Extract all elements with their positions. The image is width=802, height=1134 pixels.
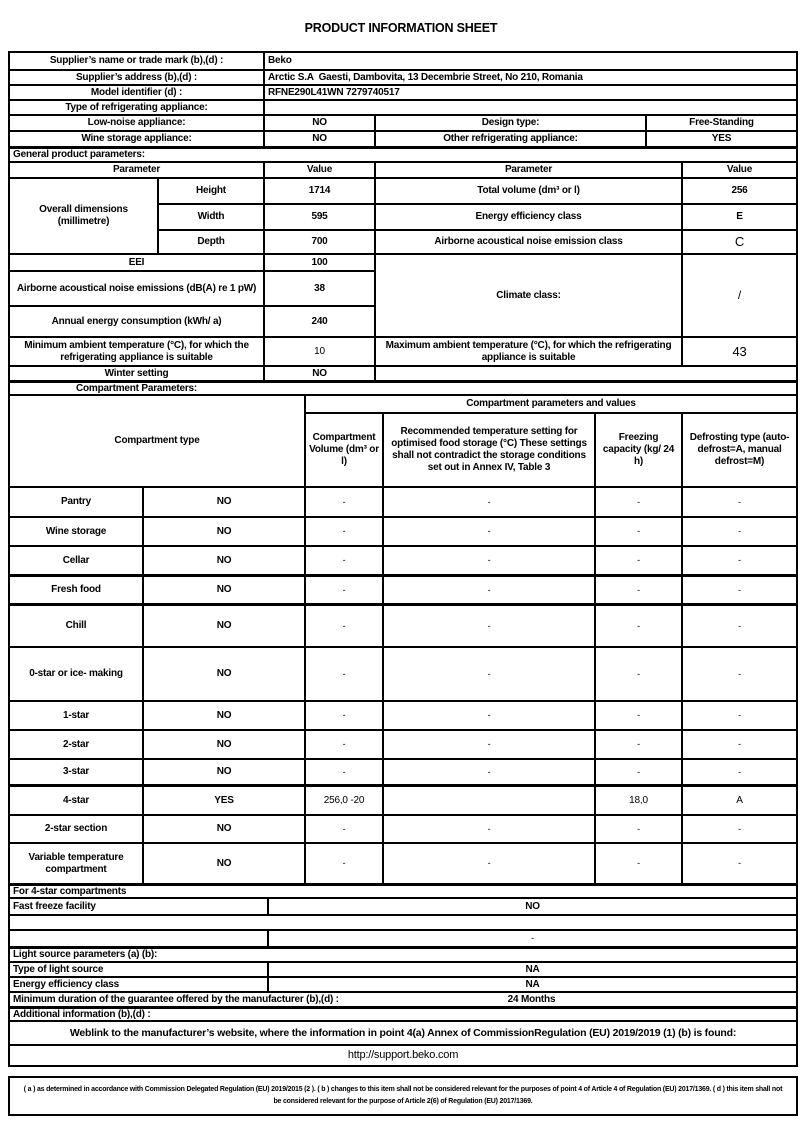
compartment-row xyxy=(10,729,796,758)
light-energy-class-label: Energy efficiency class xyxy=(13,978,120,990)
supplier-name-value: Beko xyxy=(263,53,796,69)
compartment-defrost: - xyxy=(681,648,796,700)
compartment-present: NO xyxy=(142,547,304,574)
compartment-volume: - xyxy=(304,518,382,545)
light-energy-class-value: NA xyxy=(267,978,796,991)
guarantee-value: 24 Months xyxy=(507,993,556,1005)
eei-label: EEI xyxy=(128,256,145,268)
table-row xyxy=(10,336,796,365)
empty-cell xyxy=(374,367,796,380)
compartment-type: 2-star xyxy=(62,738,90,750)
compartment-present: NO xyxy=(142,518,304,545)
fast-freeze-value: NO xyxy=(267,899,796,914)
compartment-row xyxy=(10,700,796,729)
table-header-row xyxy=(10,161,796,177)
compartment-temp: - xyxy=(382,702,594,729)
compartment-volume: - xyxy=(304,577,382,603)
table-row xyxy=(10,253,796,336)
compartment-defrost: - xyxy=(681,816,796,842)
compartment-defrost: - xyxy=(681,606,796,646)
compartment-temp xyxy=(382,787,594,814)
other-refrigerating-value: YES xyxy=(645,132,796,146)
compartment-present: NO xyxy=(142,702,304,729)
table-row xyxy=(10,69,796,84)
compartment-type: 2-star section xyxy=(44,823,108,834)
table-row xyxy=(10,976,796,991)
width-value: 595 xyxy=(263,205,374,229)
light-source-type-label: Type of light source xyxy=(13,963,104,975)
table-header-row xyxy=(304,412,796,486)
compartment-present: NO xyxy=(142,731,304,758)
compartment-group-header: Compartment parameters and values xyxy=(304,396,796,412)
compartment-volume: - xyxy=(304,816,382,842)
compartment-temp: - xyxy=(382,606,594,646)
compartment-temp: - xyxy=(382,648,594,700)
compartment-type: Pantry xyxy=(61,496,91,507)
compartment-temp: - xyxy=(382,488,594,516)
compartment-type: 3-star xyxy=(62,766,90,777)
compartment-present: YES xyxy=(142,787,304,814)
compartment-freeze: - xyxy=(594,547,681,574)
compartment-type: Cellar xyxy=(62,554,90,566)
compartment-temp: - xyxy=(382,816,594,842)
compartment-volume: - xyxy=(304,844,382,883)
compartment-type: 0-star or ice- making xyxy=(29,668,123,679)
depth-label: Depth xyxy=(157,231,263,253)
compartment-row xyxy=(10,603,796,646)
freezing-capacity-header: Freezing capacity (kg/ 24 h) xyxy=(594,414,681,486)
supplier-name-label: Supplier’s name or trade mark (b),(d) : xyxy=(49,55,224,66)
empty-row xyxy=(10,914,796,929)
table-row xyxy=(10,961,796,976)
design-type-label: Design type: xyxy=(374,116,645,130)
section-header-row xyxy=(10,380,796,394)
recommended-temp-header: Recommended temperature setting for optimised food storage (°C) These settings shall not contradict the storage conditions set out in Annex IV, Table 3 xyxy=(382,414,594,486)
volume-header: Compartment Volume (dm³ or l) xyxy=(304,414,382,486)
weblink-description: Weblink to the manufacturer’s website, where the information in point 4(a) Annex of CommissionRegulation (EU) 2019/2019 (1) (b) is found: xyxy=(69,1026,737,1039)
compartment-defrost: - xyxy=(681,760,796,784)
compartment-row xyxy=(10,842,796,883)
total-volume-label: Total volume (dm³ or l) xyxy=(374,179,681,203)
compartment-freeze: - xyxy=(594,816,681,842)
defrosting-type-header: Defrosting type (auto-defrost=A, manual defrost=M) xyxy=(681,414,796,486)
max-ambient-label: Maximum ambient temperature (°C), for which the refrigerating appliance is suitable xyxy=(374,338,681,365)
additional-info-section-title: Additional information (b),(d) : xyxy=(13,1009,151,1020)
weblink-url-row xyxy=(10,1044,796,1065)
compartment-defrost: - xyxy=(681,577,796,603)
footnote-box xyxy=(8,1076,798,1116)
compartment-defrost: - xyxy=(681,731,796,758)
appliance-type-label: Type of refrigerating appliance: xyxy=(65,101,208,113)
compartment-present: NO xyxy=(142,606,304,646)
compartment-temp: - xyxy=(382,577,594,603)
compartment-defrost: - xyxy=(681,844,796,883)
weblink-row xyxy=(10,1020,796,1044)
eei-value: 100 xyxy=(263,255,374,270)
model-identifier-label: Model identifier (d) : xyxy=(90,86,183,98)
model-identifier-value: RFNE290L41WN 7279740517 xyxy=(263,86,796,99)
noise-class-value: C xyxy=(681,231,796,253)
compartment-type: Variable temperature compartment xyxy=(28,851,124,875)
empty-cell xyxy=(10,931,267,946)
table-row xyxy=(10,53,796,69)
compartment-row xyxy=(10,545,796,574)
table-row xyxy=(10,991,796,1006)
general-parameters-section-title: General product parameters: xyxy=(13,149,145,160)
compartment-freeze: - xyxy=(594,577,681,603)
climate-class-value: / xyxy=(681,255,796,336)
compartment-temp: - xyxy=(382,547,594,574)
table-row xyxy=(10,305,374,336)
compartment-present: NO xyxy=(142,577,304,603)
table-row xyxy=(10,929,796,946)
compartment-volume: - xyxy=(304,731,382,758)
table-row xyxy=(157,229,796,253)
compartment-type: 1-star xyxy=(62,709,90,721)
compartment-present: NO xyxy=(142,488,304,516)
compartment-temp: - xyxy=(382,844,594,883)
compartment-present: NO xyxy=(142,760,304,784)
max-ambient-value: 43 xyxy=(681,338,796,365)
light-source-section-title: Light source parameters (a) (b): xyxy=(13,949,158,960)
compartment-row xyxy=(10,646,796,700)
column-header-value: Value xyxy=(681,163,796,177)
compartment-freeze: - xyxy=(594,606,681,646)
total-volume-value: 256 xyxy=(681,179,796,203)
compartment-freeze: 18,0 xyxy=(594,787,681,814)
table-row xyxy=(10,365,796,380)
noise-emissions-label: Airborne acoustical noise emissions (dB(A) re 1 pW) xyxy=(16,282,257,294)
compartment-type: Wine storage xyxy=(45,525,107,537)
compartment-volume: - xyxy=(304,606,382,646)
four-star-section-title: For 4-star compartments xyxy=(13,886,127,897)
compartment-row xyxy=(10,574,796,603)
energy-consumption-value: 240 xyxy=(263,307,374,336)
guarantee-label: Minimum duration of the guarantee offered by the manufacturer (b),(d) : xyxy=(13,993,339,1005)
compartment-defrost: - xyxy=(681,488,796,516)
table-row xyxy=(10,255,374,270)
compartment-defrost: - xyxy=(681,702,796,729)
min-ambient-label: Minimum ambient temperature (°C), for which the refrigerating appliance is suitable xyxy=(24,339,249,363)
compartment-freeze: - xyxy=(594,702,681,729)
table-header-row xyxy=(10,394,796,486)
empty-cell xyxy=(10,916,796,929)
compartment-volume: - xyxy=(304,760,382,784)
other-refrigerating-label: Other refrigerating appliance: xyxy=(374,132,645,146)
low-noise-value: NO xyxy=(263,116,374,130)
overall-dimensions-label: Overall dimensions (millimetre) xyxy=(39,204,128,227)
table-row xyxy=(10,130,796,146)
compartment-type-header: Compartment type xyxy=(114,435,200,446)
main-table xyxy=(8,51,798,1067)
compartment-row xyxy=(10,784,796,814)
section-header-row xyxy=(10,883,796,897)
compartment-temp: - xyxy=(382,518,594,545)
appliance-type-value xyxy=(263,101,796,114)
section-header-row xyxy=(10,1006,796,1020)
energy-class-label: Energy efficiency class xyxy=(374,205,681,229)
energy-class-value: E xyxy=(681,205,796,229)
compartment-type: 4-star xyxy=(62,794,90,806)
compartment-row xyxy=(10,486,796,516)
dash-value: - xyxy=(267,931,796,946)
table-row xyxy=(157,179,796,203)
compartment-temp: - xyxy=(382,760,594,784)
height-label: Height xyxy=(157,179,263,203)
table-row xyxy=(10,897,796,914)
wine-storage-value: NO xyxy=(263,132,374,146)
compartment-defrost: A xyxy=(681,787,796,814)
compartment-defrost: - xyxy=(681,518,796,545)
climate-class-label: Climate class: xyxy=(374,255,681,336)
supplier-address-value: Arctic S.A Gaesti, Dambovita, 13 Decembrie Street, No 210, Romania xyxy=(263,71,796,84)
compartment-defrost: - xyxy=(681,547,796,574)
table-row xyxy=(157,203,796,229)
compartment-freeze: - xyxy=(594,648,681,700)
compartment-freeze: - xyxy=(594,731,681,758)
compartment-volume: - xyxy=(304,648,382,700)
compartment-freeze: - xyxy=(594,760,681,784)
compartment-volume: - xyxy=(304,702,382,729)
light-source-type-value: NA xyxy=(267,963,796,976)
page-title: PRODUCT INFORMATION SHEET xyxy=(304,21,498,35)
winter-setting-value: NO xyxy=(263,367,374,380)
low-noise-label: Low-noise appliance: xyxy=(87,117,186,128)
fast-freeze-label: Fast freeze facility xyxy=(13,900,96,912)
compartment-present: NO xyxy=(142,844,304,883)
table-row xyxy=(10,270,374,305)
min-ambient-value: 10 xyxy=(263,338,374,365)
noise-emissions-value: 38 xyxy=(263,272,374,305)
column-header-parameter: Parameter xyxy=(374,163,681,177)
winter-setting-label: Winter setting xyxy=(104,367,169,379)
noise-class-label: Airborne acoustical noise emission class xyxy=(374,231,681,253)
table-row xyxy=(10,114,796,130)
compartment-volume: - xyxy=(304,488,382,516)
table-row xyxy=(10,99,796,114)
width-label: Width xyxy=(157,205,263,229)
compartment-row xyxy=(10,814,796,842)
compartment-temp: - xyxy=(382,731,594,758)
wine-storage-label: Wine storage appliance: xyxy=(81,133,192,144)
supplier-address-label: Supplier’s address (b),(d) : xyxy=(75,71,198,83)
column-header-parameter: Parameter xyxy=(112,164,161,175)
section-header-row xyxy=(10,146,796,161)
compartment-present: NO xyxy=(142,816,304,842)
compartment-parameters-section-title: Compartment Parameters: xyxy=(76,383,197,394)
compartment-volume: 256,0 -20 xyxy=(304,787,382,814)
height-value: 1714 xyxy=(263,179,374,203)
footnote-text: ( a ) as determined in accordance with Commission Delegated Regulation (EU) 2019/2015 (2 ). ( b ) changes to this item shall not be considered relevant for the purposes of point 4 of Article 4 of Regulation (EU) 2017/1369. ( d ) this item shall not be considered relevant for the purpose of Article 2(6) of Regulation (EU) 2017/1369. xyxy=(23,1086,783,1105)
compartment-type: Chill xyxy=(65,620,87,631)
compartment-freeze: - xyxy=(594,518,681,545)
compartment-present: NO xyxy=(142,648,304,700)
compartment-freeze: - xyxy=(594,844,681,883)
compartment-freeze: - xyxy=(594,488,681,516)
section-header-row xyxy=(10,946,796,961)
support-weblink[interactable]: http://support.beko.com xyxy=(347,1048,459,1061)
table-row xyxy=(10,177,796,253)
depth-value: 700 xyxy=(263,231,374,253)
column-header-value: Value xyxy=(263,163,374,177)
compartment-type: Fresh food xyxy=(51,584,101,595)
compartment-row xyxy=(10,758,796,784)
compartment-volume: - xyxy=(304,547,382,574)
compartment-row xyxy=(10,516,796,545)
table-row xyxy=(10,84,796,99)
energy-consumption-label: Annual energy consumption (kWh/ a) xyxy=(51,315,222,327)
design-type-value: Free-Standing xyxy=(645,116,796,130)
group-header-row xyxy=(304,396,796,412)
